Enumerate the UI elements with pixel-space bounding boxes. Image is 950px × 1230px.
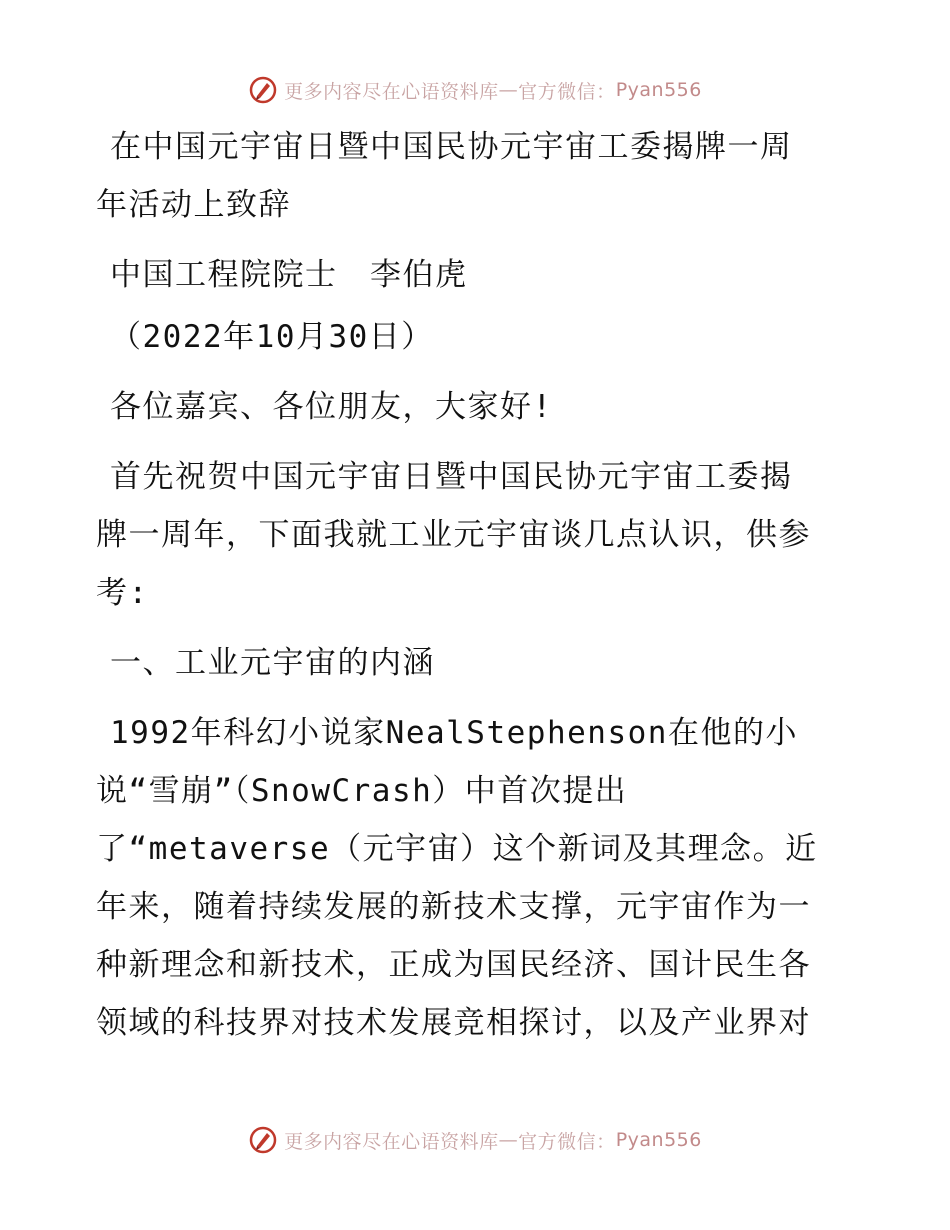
watermark-wechat-id: Pyan556 xyxy=(615,79,702,101)
intro-line-3: 考: xyxy=(96,575,149,611)
document-body xyxy=(96,118,866,1052)
greeting-line: 各位嘉宾、各位朋友，大家好! xyxy=(110,389,553,425)
body-line-1: 1992年科幻小说家NealStephenson在他的小 xyxy=(110,715,798,751)
body-line-2: 说“雪崩”（SnowCrash）中首次提出 xyxy=(96,773,628,809)
watermark-footer xyxy=(0,1120,950,1160)
intro-line-1: 首先祝贺中国元宇宙日暨中国民协元宇宙工委揭 xyxy=(110,459,793,495)
section-heading: 一、工业元宇宙的内涵 xyxy=(110,645,435,681)
watermark-wechat-label: 官方微信： xyxy=(518,1130,616,1153)
body-line-5: 种新理念和新技术，正成为国民经济、国计民生各 xyxy=(96,947,811,983)
date-line: （2022年10月30日） xyxy=(110,319,434,355)
title-line-2: 年活动上致辞 xyxy=(96,187,291,223)
watermark-text: 更多内容尽在心语资料库 xyxy=(284,80,499,103)
watermark-dash: — xyxy=(498,79,519,101)
watermark-wechat-id: Pyan556 xyxy=(615,1129,702,1151)
title-line-1: 在中国元宇宙日暨中国民协元宇宙工委揭牌一周 xyxy=(110,129,793,165)
body-line-3: 了“metaverse（元宇宙）这个新词及其理念。近 xyxy=(96,831,818,867)
author-line: 中国工程院院士 李伯虎 xyxy=(110,257,468,293)
watermark-wechat-label: 官方微信： xyxy=(518,80,616,103)
watermark-dash: — xyxy=(498,1129,519,1151)
pen-logo-icon xyxy=(248,75,278,105)
watermark-header xyxy=(0,70,950,110)
pen-logo-icon xyxy=(248,1125,278,1155)
body-line-6: 领域的科技界对技术发展竞相探讨，以及产业界对 xyxy=(96,1005,811,1041)
watermark-text: 更多内容尽在心语资料库 xyxy=(284,1130,499,1153)
intro-line-2: 牌一周年，下面我就工业元宇宙谈几点认识，供参 xyxy=(96,517,811,553)
body-line-4: 年来，随着持续发展的新技术支撑，元宇宙作为一 xyxy=(96,889,811,925)
